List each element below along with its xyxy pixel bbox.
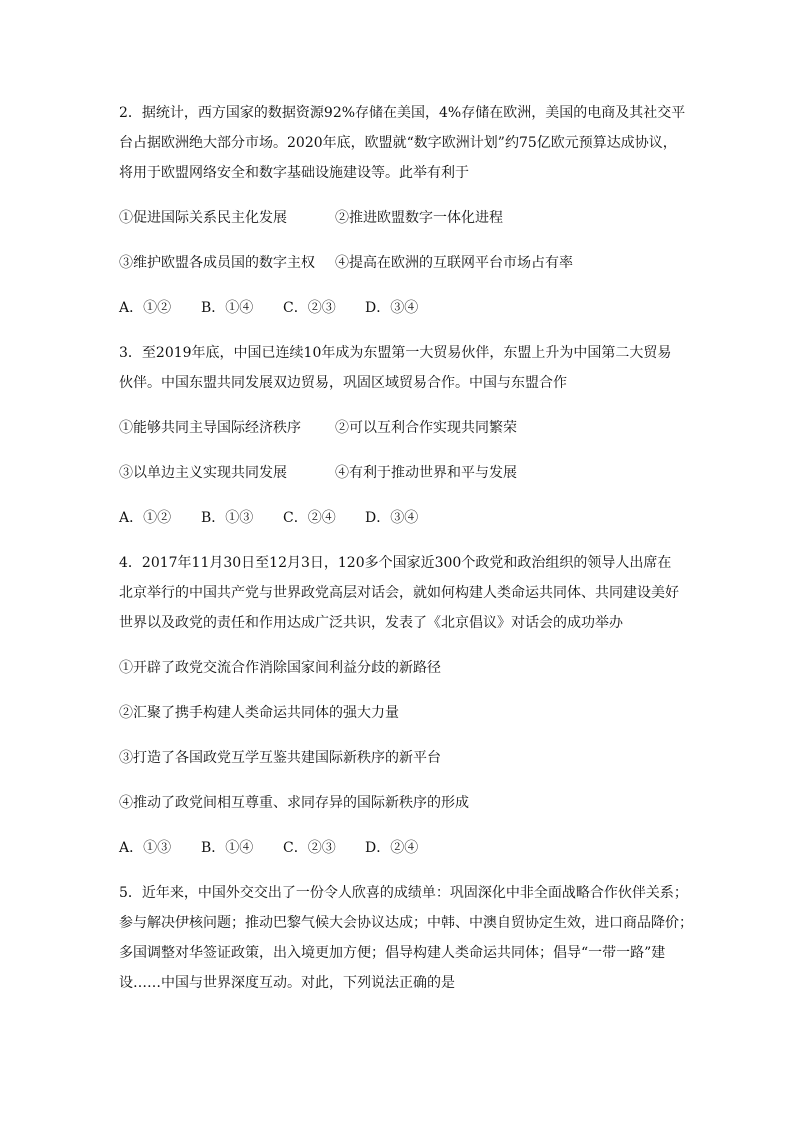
q2-option-1: ①促进国际关系民主化发展 [119,210,287,226]
q3-choice-c: C．②④ [283,510,336,526]
q2-option-4: ④提高在欧洲的互联网平台市场占有率 [335,255,573,271]
q2-options-row-2 [119,253,573,273]
q3-option-3: ③以单边主义实现共同发展 [119,465,287,481]
q3-stem-line-1: 3．至2019年底，中国已连续10年成为东盟第一大贸易伙伴，东盟上升为中国第二大贸易 [119,345,672,361]
q4-option-1: ①开辟了政党交流合作消除国家间利益分歧的新路径 [119,660,441,676]
q5-stem-line-4: 设……中国与世界深度互动。对此，下列说法正确的是 [119,975,455,991]
q4-option-2: ②汇聚了携手构建人类命运共同体的强大力量 [119,705,399,721]
q4-choice-a: A．①③ [119,840,172,856]
q5-stem-line-3: 多国调整对华签证政策，出入境更加方便；倡导构建人类命运共同体；倡导“一带一路”建 [119,945,666,961]
q2-stem-line-2: 台占据欧洲绝大部分市场。2020年底，欧盟就“数字欧洲计划”约75亿欧元预算达成协议， [119,135,677,151]
q3-option-4: ④有利于推动世界和平与发展 [335,465,517,481]
q2-stem-line-3: 将用于欧盟网络安全和数字基础设施建设等。此举有利于 [119,165,469,181]
q4-stem-line-2: 北京举行的中国共产党与世界政党高层对话会，就如何构建人类命运共同体、共同建设美好 [119,585,679,601]
q2-choice-b: B．①④ [201,300,254,316]
q4-option-3: ③打造了各国政党互学互鉴共建国际新秩序的新平台 [119,750,441,766]
q2-option-3: ③维护欧盟各成员国的数字主权 [119,255,315,271]
q4-answer-choices [119,838,447,858]
q4-stem-line-3: 世界以及政党的责任和作用达成广泛共识，发表了《北京倡议》对话会的成功举办 [119,615,623,631]
q2-options-row-1 [119,208,503,228]
q2-option-2: ②推进欧盟数字一体化进程 [335,210,503,226]
q4-choice-d: D．②④ [365,840,419,856]
q4-stem-line-1: 4．2017年11月30日至12月3日，120多个国家近300个政党和政治组织的领导人出席在 [119,555,672,571]
q2-choice-d: D．③④ [365,300,419,316]
q5-stem-line-2: 参与解决伊核问题；推动巴黎气候大会协议达成；中韩、中澳自贸协定生效，进口商品降价； [119,915,693,931]
q4-option-4: ④推动了政党间相互尊重、求同存异的国际新秩序的形成 [119,795,469,811]
q3-options-row-1 [119,418,517,438]
q3-stem-line-2: 伙伴。中国东盟共同发展双边贸易，巩固区域贸易合作。中国与东盟合作 [119,375,567,391]
q3-choice-a: A．①② [119,510,172,526]
q2-choice-c: C．②③ [283,300,336,316]
q2-answer-choices [119,298,447,318]
q3-answer-choices [119,508,447,528]
q2-stem-line-1: 2．据统计，西方国家的数据资源92%存储在美国，4%存储在欧洲，美国的电商及其社交平 [119,105,686,121]
q3-option-2: ②可以互利合作实现共同繁荣 [335,420,517,436]
q3-options-row-2 [119,463,517,483]
q4-choice-c: C．②③ [283,840,336,856]
q3-choice-d: D．③④ [365,510,419,526]
q4-choice-b: B．①④ [201,840,254,856]
q2-choice-a: A．①② [119,300,172,316]
q3-choice-b: B．①③ [201,510,254,526]
q3-option-1: ①能够共同主导国际经济秩序 [119,420,301,436]
q5-stem-line-1: 5．近年来，中国外交交出了一份令人欣喜的成绩单：巩固深化中非全面战略合作伙伴关系； [119,885,688,901]
